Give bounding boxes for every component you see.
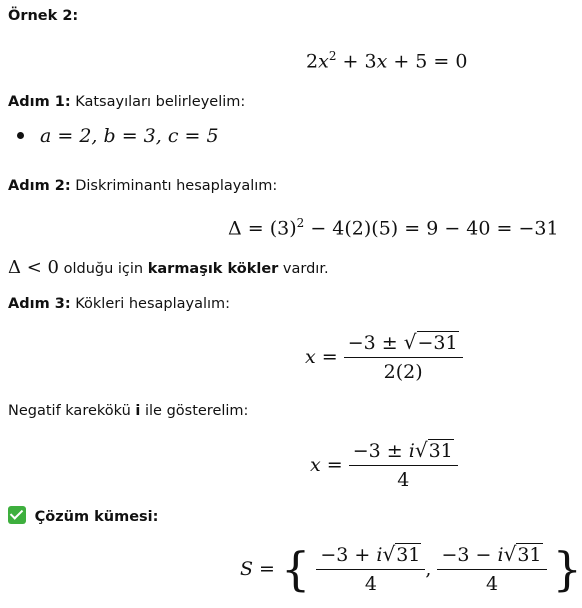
step2-label: Adım 2: <box>8 178 71 194</box>
bullet-dot <box>17 132 24 139</box>
step1-line <box>8 92 245 112</box>
root-formula-2: x = $\frac{-3 \pm i√31}{4}$ <box>310 438 458 492</box>
left-brace: { <box>281 542 311 596</box>
solution-set: S = { $\frac{-3 + i√31}{4}$ , $\frac{-3 - i√31}{4}$ } <box>240 542 582 596</box>
step3-text: Kökleri hesaplayalım: <box>75 296 231 312</box>
step2-line <box>8 176 277 196</box>
quadratic-equation: $2x^2 + 3x + 5 = 0$ <box>306 49 468 73</box>
root-formula-1: x = $\frac{-3 \pm √-31}{2(2)}$ <box>305 330 463 384</box>
solution-heading: Çözüm kümesi: <box>8 506 158 527</box>
coefficients: a = 2, b = 3, c = 5 <box>40 125 219 147</box>
check-mark-icon <box>8 506 26 524</box>
discriminant-formula: $\Delta = (3)^2 - 4(2)(5) = 9 - 40 = -31$ <box>228 216 559 240</box>
imaginary-note: Negatif karekökü i ile gösterelim: <box>8 403 249 419</box>
delta-note: Δ < 0 olduğu için karmaşık kökler vardır. <box>8 257 329 278</box>
right-brace: } <box>552 542 582 596</box>
step2-text: Diskriminantı hesaplayalım: <box>75 178 278 194</box>
step3-label: Adım 3: <box>8 296 71 312</box>
example-title: Örnek 2: <box>8 8 79 24</box>
step1-text: Katsayıları belirleyelim: <box>75 94 246 110</box>
step3-line <box>8 294 230 314</box>
step1-label: Adım 1: <box>8 94 71 110</box>
